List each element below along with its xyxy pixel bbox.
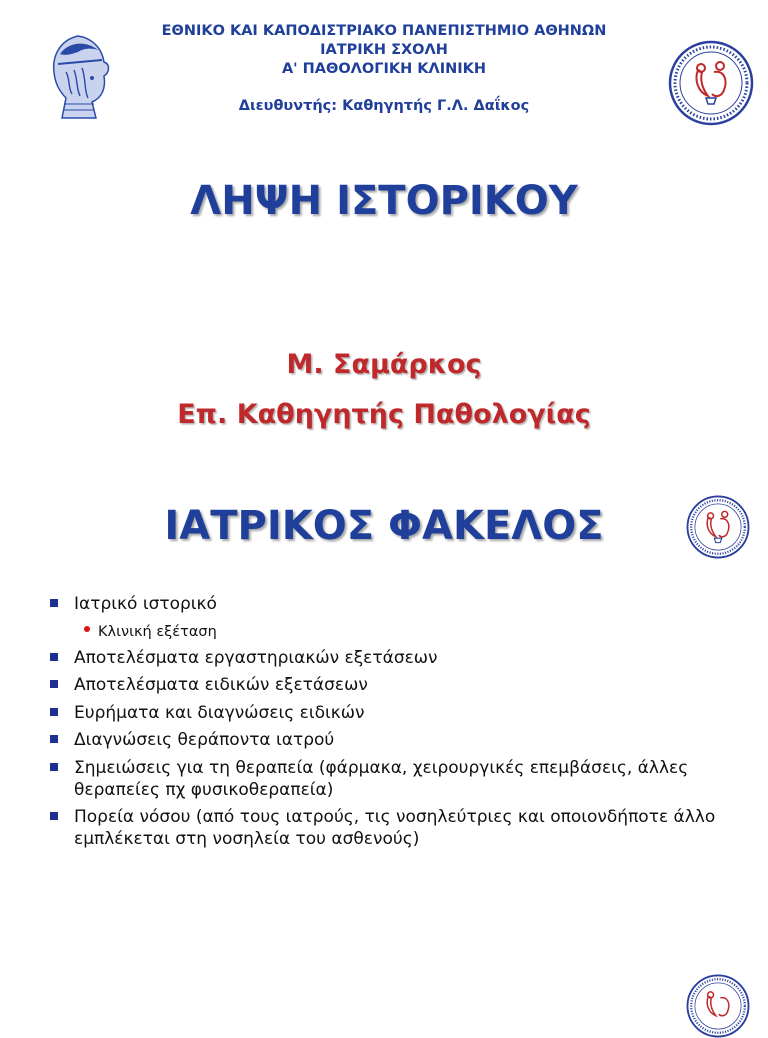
slide-medical-record [0,475,768,1024]
author-name: Μ. Σαμάρκος [286,349,482,380]
list-item-text: Κλινική εξέταση [98,623,217,640]
square-bullet-icon [50,599,58,607]
medical-record-heading: ΙΑΤΡΙΚΟΣ ΦΑΚΕΛΟΣ [164,503,604,549]
author-role: Επ. Καθηγητής Παθολογίας [177,399,591,430]
university-header [0,22,768,116]
list-item-text: Αποτελέσματα ειδικών εξετάσεων [74,675,368,695]
header-line: Α' ΠΑΘΟΛΟΓΙΚΗ ΚΛΙΝΙΚΗ [281,61,487,77]
list-item-text: Ευρήματα και διαγνώσεις ειδικών [74,702,365,723]
square-bullet-icon [50,763,58,771]
list-item [46,757,746,801]
list-item-text: Πορεία νόσου (από τους ιατρούς, τις νοσηλεύτριες και οποιονδήποτε άλλο εμπλέκεται στη νοσηλεία του ασθενούς) [74,807,716,849]
header-line: ΕΘΝΙΚΟ ΚΑΙ ΚΑΠΟΔΙΣΤΡΙΑΚΟ ΠΑΝΕΠΙΣΤΗΜΙΟ ΑΘΗΝΩΝ [161,23,607,39]
medical-record-list [46,593,746,856]
square-bullet-icon [50,812,58,820]
list-item [46,806,746,850]
list-item [46,702,746,724]
director-line: Διευθυντής: Καθηγητής Γ.Λ. Δαΐκος [238,98,530,114]
list-item-text: Ιατρικό ιστορικό [74,594,217,614]
clinic-seal-logo [668,40,754,126]
clinic-seal-logo [686,495,750,559]
list-item [46,593,746,615]
list-item-text: Αποτελέσματα εργαστηριακών εξετάσεων [74,647,438,668]
list-item-text: Σημειώσεις για τη θεραπεία (φάρμακα, χειρουργικές επεμβάσεις, άλλες θεραπείες πχ φυσικοθεραπεία) [74,757,689,800]
square-bullet-icon [50,653,58,661]
slide-title [0,0,768,475]
list-item [46,729,746,751]
square-bullet-icon [50,680,58,688]
clinic-seal-logo [686,974,750,1038]
slide-title-heading: ΛΗΨΗ ΙΣΤΟΡΙΚΟΥ [190,178,578,224]
list-item [46,647,746,669]
list-item [46,674,746,696]
square-bullet-icon [50,735,58,743]
list-subitem [46,621,746,643]
author-block [0,340,768,440]
list-item-text: Διαγνώσεις θεράποντα ιατρού [74,730,335,750]
header-line: ΙΑΤΡΙΚΗ ΣΧΟΛΗ [320,42,448,58]
square-bullet-icon [50,708,58,716]
dot-bullet-icon [84,626,90,632]
